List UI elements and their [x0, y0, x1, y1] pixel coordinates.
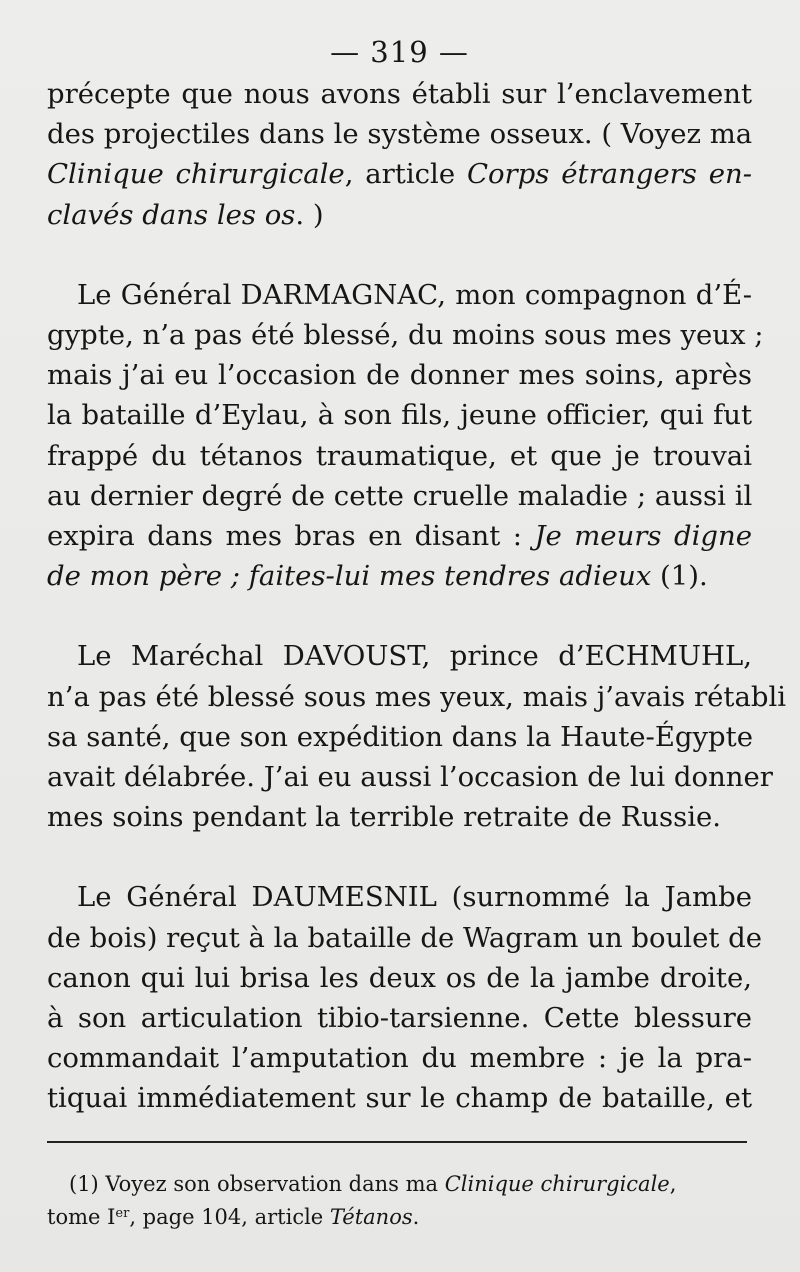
text-line: de bois) reçut à la bataille de Wagram un boulet de — [47, 921, 763, 954]
text-line — [47, 556, 752, 596]
superscript: er — [115, 1205, 130, 1221]
italic-text: Corps étrangers en- — [466, 158, 752, 191]
text-segment: . — [412, 1204, 420, 1229]
text-line: canon qui lui brisa les deux os de la jambe droite, — [47, 961, 752, 994]
text-line: sa santé, que son expédition dans la Haute-Égypte — [47, 720, 753, 753]
paragraph-daumesnil — [47, 877, 763, 1118]
italic-text: Clinique chirurgicale — [47, 158, 345, 191]
text-line: gypte, n’a pas été blessé, du moins sous mes yeux ; — [47, 319, 764, 352]
footnote-line — [47, 1199, 752, 1232]
text-line: mais j’ai eu l’occasion de donner mes soins, après — [47, 359, 752, 392]
footnote-divider — [47, 1141, 747, 1143]
text-segment: , article — [344, 158, 467, 191]
text-line: Le Général DARMAGNAC, mon compagnon d’É- — [77, 278, 752, 311]
paragraph-gap — [47, 235, 752, 275]
paragraph-1 — [47, 74, 752, 235]
text-line: Le Maréchal DAVOUST, prince d’ECHMUHL, — [77, 640, 752, 673]
text-line: n’a pas été blessé sous mes yeux, mais j’avais rétabli — [47, 680, 787, 713]
text-line: frappé du tétanos traumatique, et que je trouvai — [47, 439, 752, 472]
text-line: mes soins pendant la terrible retraite de Russie. — [47, 801, 722, 834]
italic-text: clavés dans les os — [47, 198, 296, 231]
paragraph-davoust — [47, 636, 787, 837]
text-segment: , page 104, article — [129, 1204, 330, 1229]
italic-text: Je meurs digne — [534, 520, 752, 553]
footnote — [47, 1169, 752, 1232]
text-line — [47, 516, 752, 556]
text-line: tiquai immédiatement sur le champ de bataille, et — [47, 1082, 752, 1115]
footnote-ref: (1). — [651, 560, 708, 593]
text-line: avait délabrée. J’ai eu aussi l’occasion de lui donner — [47, 761, 773, 794]
text-line: à son articulation tibio-tarsienne. Cette blessure — [47, 1002, 752, 1035]
text-line — [47, 195, 752, 235]
text-line: des projectiles dans le système osseux. ( Voyez ma — [47, 118, 753, 151]
text-segment: expira dans mes bras en disant : — [47, 520, 535, 553]
page-number: — 319 — — [330, 35, 469, 69]
text-segment: . ) — [295, 198, 324, 231]
text-line: au dernier degré de cette cruelle maladie ; aussi il — [47, 479, 753, 512]
text-segment: , — [669, 1171, 677, 1196]
text-line — [47, 154, 752, 194]
text-line: Le Général DAUMESNIL (surnommé la Jambe — [77, 881, 752, 914]
italic-text: Tétanos — [329, 1204, 413, 1229]
text-line: précepte que nous avons établi sur l’enclavement — [47, 78, 752, 110]
text-line: la bataille d’Eylau, à son fils, jeune officier, qui fut — [47, 399, 752, 432]
paragraph-darmagnac — [47, 275, 764, 597]
footnote-line — [47, 1169, 752, 1199]
paragraph-gap — [47, 837, 752, 877]
text-segment: tome I — [47, 1204, 116, 1229]
paragraph-gap — [47, 596, 752, 636]
italic-text: de mon père ; faites-lui mes tendres adieux — [47, 560, 652, 593]
text-segment: (1) Voyez son observation dans ma — [69, 1171, 445, 1196]
italic-text: Clinique chirurgicale — [444, 1171, 670, 1196]
text-line: commandait l’amputation du membre : je la pra- — [47, 1042, 752, 1075]
